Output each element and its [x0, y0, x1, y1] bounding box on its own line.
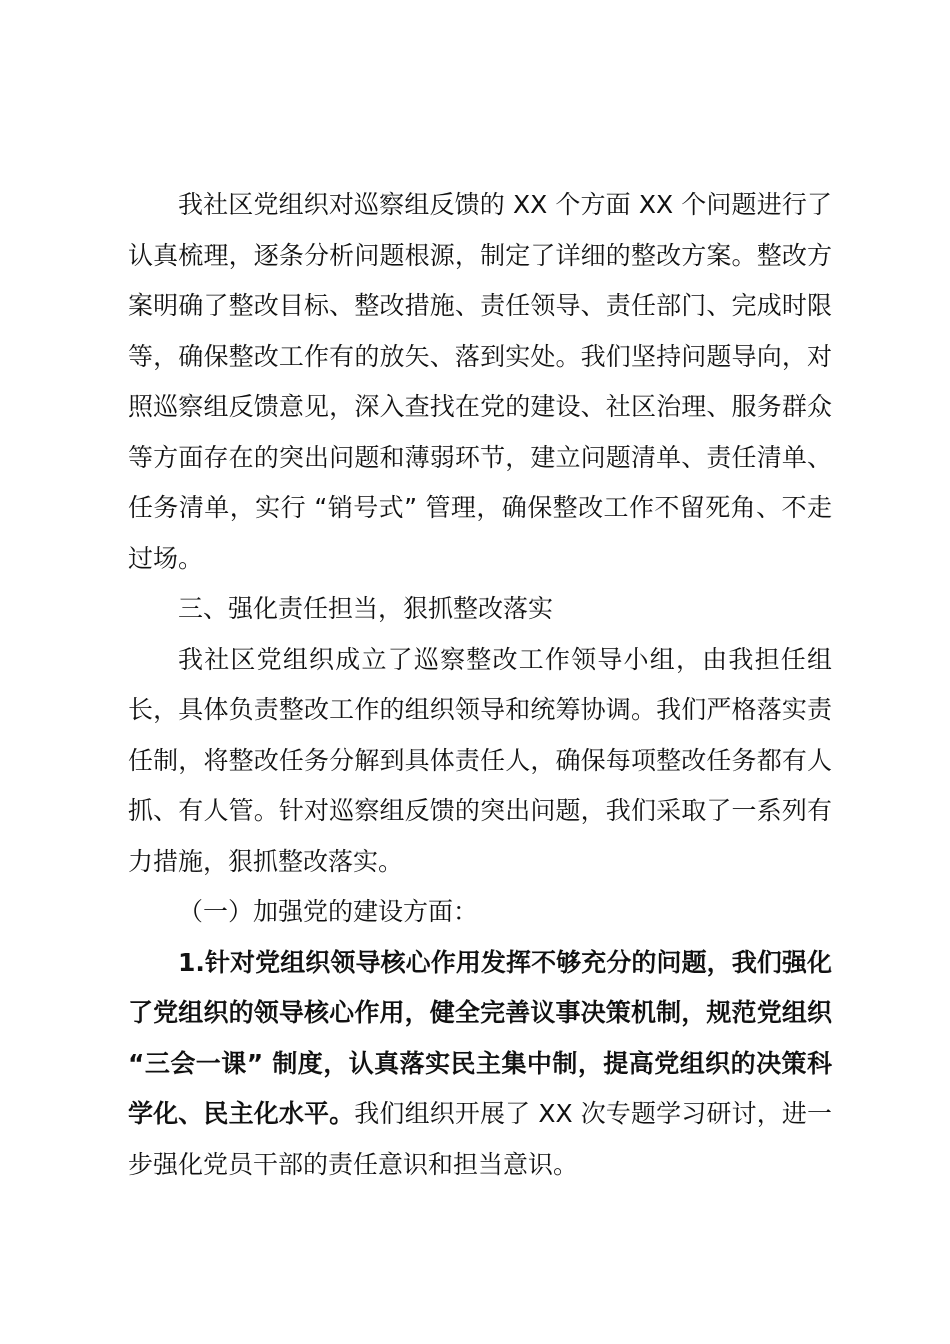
section-heading-3: 三、强化责任担当，狠抓整改落实 — [178, 594, 554, 623]
item-1-bold-text: 1.针对党组织领导核心作用发挥不够充分的问题，我们强化了党组织的领导核心作用，健全完善议事决策机制，规范党组织 “三会一课” 制度，认真落实民主集中制，提高党组织的决策科学化、民主化水平。 — [128, 947, 832, 1128]
item-1-text: 我们组织开展了 XX 次专题学习研讨，进一步强化党员干部的责任意识和担当意识。 — [128, 1099, 832, 1179]
item-1-paragraph — [128, 938, 832, 1191]
paragraph-rectification-plan: 我社区党组织对巡察组反馈的 XX 个方面 XX 个问题进行了认真梳理，逐条分析问题根源，制定了详细的整改方案。整改方案明确了整改目标、整改措施、责任领导、责任部门、完成时限等，确保整改工作有的放矢、落到实处。我们坚持问题导向，对照巡察组反馈意见，深入查找在党的建设、社区治理、服务群众等方面存在的突出问题和薄弱环节，建立问题清单、责任清单、任务清单，实行 “销号式” 管理，确保整改工作不留死角、不走过场。 — [128, 190, 832, 573]
document-page — [128, 180, 832, 1190]
paragraph-leadership-group: 我社区党组织成立了巡察整改工作领导小组，由我担任组长，具体负责整改工作的组织领导和统筹协调。我们严格落实责任制，将整改任务分解到具体责任人，确保每项整改任务都有人抓、有人管。针对巡察组反馈的突出问题，我们采取了一系列有力措施，狠抓整改落实。 — [128, 644, 832, 876]
subheading-party-building: （一）加强党的建设方面： — [178, 897, 479, 926]
